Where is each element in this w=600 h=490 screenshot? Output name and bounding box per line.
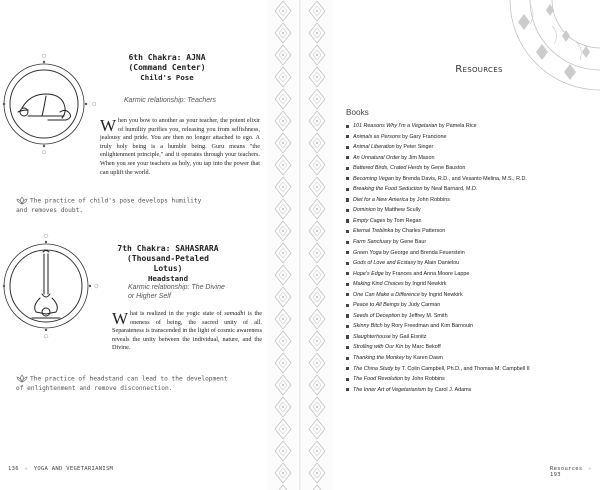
chakra7-subheading: (Thousand-Petaled Lotus) — [127, 254, 209, 273]
book-title: An Unnatural Order — [353, 154, 400, 161]
book-title: Becoming Vegan — [353, 175, 394, 182]
mandala-ornament — [490, 0, 600, 100]
book-author: by Jim Mason — [399, 154, 435, 161]
book-title: One Can Make a Difference — [353, 291, 420, 298]
book-list-item — [346, 184, 596, 195]
left-page — [0, 0, 266, 490]
book-author: by Karen Dawn — [404, 355, 443, 362]
book-title: Hope's Edge — [353, 270, 384, 277]
book-list-item — [346, 385, 596, 396]
chakra7-practice — [16, 374, 230, 393]
book-author: by Gail Eisnitz — [390, 333, 427, 340]
book-list-item — [346, 142, 596, 153]
book-list-item — [346, 321, 596, 332]
book-title: Making Kind Choices — [353, 281, 404, 288]
chakra6-karmic: Karmic relationship: Teachers — [124, 97, 216, 104]
book-author: by Frances and Anna Moore Lappe — [383, 270, 470, 277]
book-author: by Gary Francione — [400, 133, 447, 140]
chakra7-dropcap: W — [112, 309, 129, 328]
chakra6-heading: 6th Chakra: AJNA — [128, 53, 206, 62]
book-author: by Ingrid Newkirk — [419, 291, 463, 298]
chakra7-pose: Headstand — [147, 274, 189, 283]
book-author: by Judy Carman — [399, 302, 441, 309]
book-title: 101 Reasons Why I'm a Vegetarian — [353, 123, 438, 129]
book-title: Battered Birds, Crated Herds — [353, 165, 423, 172]
book-list-item — [346, 300, 596, 311]
right-folio: Resources ✧ 193 — [550, 466, 592, 478]
book-title: Slaughterhouse — [353, 333, 391, 340]
book-author: by John Robbins — [403, 376, 445, 383]
book-title: Empty Cages — [353, 217, 386, 224]
chakra6-practice — [16, 196, 216, 215]
book-author: by Peter Singer — [394, 144, 434, 151]
book-title: Eternal Treblinka — [353, 228, 394, 235]
book-author: by Marc Bekoff — [403, 344, 441, 351]
book-author: by Pamela Rice — [437, 123, 477, 129]
book-title: Skinny Bitch — [353, 323, 383, 330]
chakra6-dropcap: W — [100, 116, 117, 135]
book-author: by Neal Barnard, M.D. — [422, 186, 478, 193]
book-author: by Rory Freedman and Kim Barnouin — [382, 323, 474, 330]
border-ornament — [272, 0, 294, 490]
book-author: by Ingrid Newkirk — [403, 281, 447, 288]
book-title: Green Yoga — [353, 249, 382, 256]
book-list-item — [346, 153, 596, 164]
book-list-item — [346, 121, 596, 132]
chakra7-heading: 7th Chakra: SAHASRARA — [117, 244, 219, 253]
chakra6-body — [100, 117, 260, 177]
book-title: Farm Sanctuary — [353, 239, 392, 246]
book-author: by Gene Bauston — [422, 165, 466, 172]
book-list-item — [346, 374, 596, 385]
book-title: Seeds of Deception — [353, 312, 401, 319]
book-list-item — [346, 226, 596, 237]
book-list-item — [346, 248, 596, 259]
book-title: Diet for a New America — [353, 196, 409, 203]
book-list-item — [346, 174, 596, 185]
page-fold — [299, 0, 301, 490]
chakra7-body — [112, 310, 262, 353]
book-list-item — [346, 311, 596, 322]
book-list-item — [346, 353, 596, 364]
chakra7-karmic-line2: or Higher Self — [128, 293, 171, 300]
book-title: Thanking the Monkey — [353, 355, 405, 362]
book-author: by Charles Patterson — [393, 228, 446, 235]
book-author: by T. Colin Campbell, Ph.D., and Thomas M. Campbell II — [393, 365, 530, 372]
book-author: by Carol J. Adams — [426, 386, 472, 393]
lotus-icon — [16, 374, 28, 383]
book-author: by George and Brenda Feuerstein — [381, 249, 465, 256]
book-title: The Inner Art of Vegetarianism — [353, 386, 427, 393]
headstand-medallion — [0, 232, 112, 344]
left-page-number: 136 — [8, 466, 19, 472]
book-list-item — [346, 216, 596, 227]
book-author: by Brenda Davis, R.D., and Vesanto Melina, M.S., R.D. — [393, 175, 527, 182]
border-ornament — [306, 0, 328, 490]
book-title: Dominion — [353, 207, 376, 214]
book-author: by Matthew Scully — [375, 207, 421, 214]
book-title: Animal Liberation — [353, 144, 395, 151]
chakra6-pose: Child's Pose — [140, 73, 194, 82]
book-title: Strolling with Our Kin — [353, 344, 404, 351]
book-author: by Alain Danielou — [415, 260, 460, 267]
book-list-item — [346, 237, 596, 248]
book-author: by Jeffrey M. Smith — [400, 312, 448, 319]
chakra7-heading-block — [116, 244, 220, 284]
book-list-item — [346, 269, 596, 280]
chakra7-body-pre: hat is realized in the yogic state of — [130, 310, 225, 317]
book-author: by Tom Regan — [385, 217, 422, 224]
left-folio: 136 ✧ YOGA AND VEGETARIANISM — [8, 466, 114, 472]
chakra7-body-em: samadhi — [224, 310, 246, 317]
book-list-item — [346, 364, 596, 375]
book-list-item — [346, 163, 596, 174]
chakra7-karmic — [128, 283, 225, 301]
book-title: Gods of Love and Ecstasy — [353, 260, 416, 267]
book-list-item — [346, 290, 596, 301]
lotus-icon — [16, 196, 28, 205]
left-folio-title: YOGA AND VEGETARIANISM — [33, 466, 114, 472]
book-list-item — [346, 332, 596, 343]
page-title: Resources — [455, 64, 503, 75]
child-pose-medallion — [0, 54, 110, 164]
book-list-item — [346, 205, 596, 216]
chakra7-practice-text: The practice of headstand can lead to the development of enlightenment and remove disconnection. — [16, 375, 228, 392]
book-list-item — [346, 258, 596, 269]
book-list-item — [346, 132, 596, 143]
book-title: The China Study — [353, 365, 394, 372]
book-author: by John Robbins — [408, 196, 450, 203]
book-title: The Food Revolution — [353, 376, 404, 383]
book-author: by Gene Baur — [391, 239, 427, 246]
book-list-item — [346, 279, 596, 290]
books-heading: Books — [346, 108, 369, 117]
chakra6-heading-block — [118, 53, 216, 83]
book-list-item — [346, 195, 596, 206]
chakra7-karmic-line1: Karmic relationship: The Divine — [128, 284, 225, 291]
chakra6-body-text: hen you bow to another as your teacher, the potent elixir of humility purifies you, releasing you from selfishness, jealousy and pride. You are then no longer attached to ego. A truly holy being is a humble being. Guru means "the enlightenment principle," and it operates through your teachers. When you see your teachers as holy, you tap into the power that can uplift the world. — [100, 117, 260, 176]
book-title: Animals as Persons — [353, 133, 401, 140]
book-title: Peace to All Beings — [353, 302, 400, 309]
book-list-item — [346, 342, 596, 353]
chakra6-subheading: (Command Center) — [128, 63, 206, 72]
book-list — [346, 121, 596, 395]
book-title: Breaking the Food Seduction — [353, 186, 423, 193]
right-folio-title: Resources — [550, 466, 583, 472]
right-page-number: 193 — [550, 472, 561, 478]
chakra7-body-post: is the oneness of being, the sacred unity of all. Separateness is transcended in the light of cosmic awareness reveals the unity between the individual, nature, and the Divine. — [112, 310, 262, 352]
chakra6-practice-text: The practice of child's pose develops humility and removes doubt. — [16, 197, 202, 214]
